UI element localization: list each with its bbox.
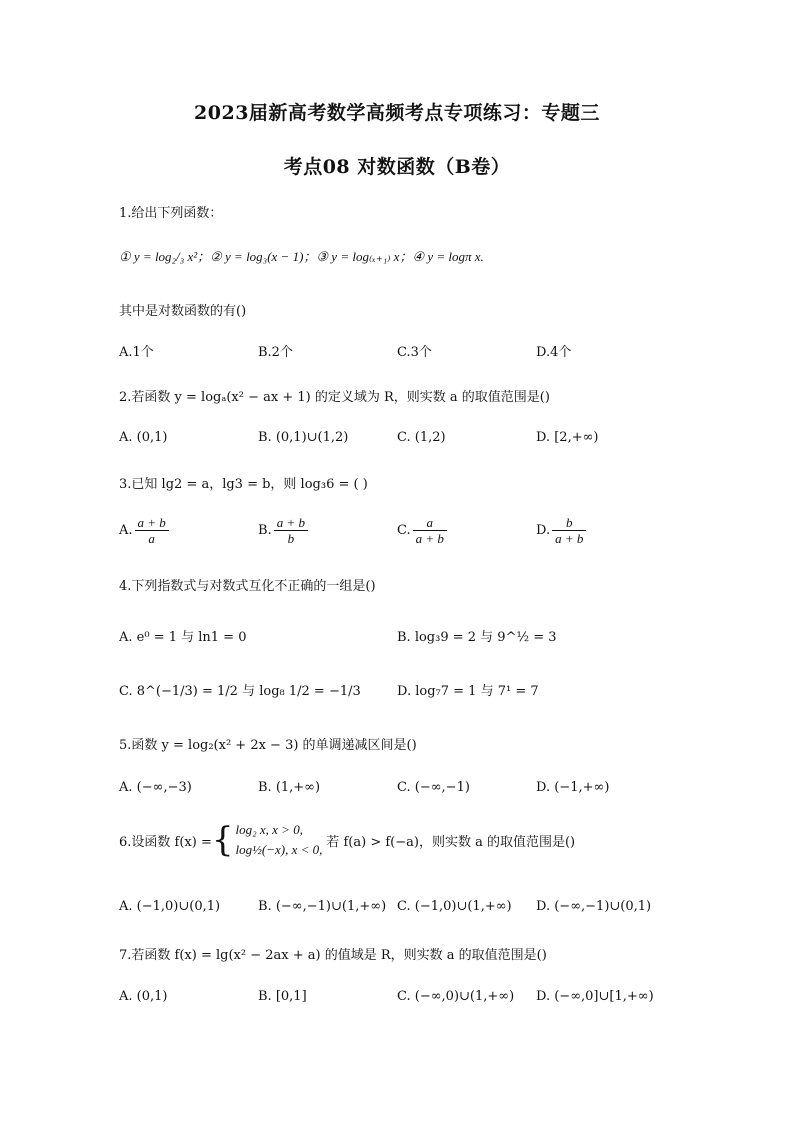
q3-option-b-label: B.	[258, 523, 272, 538]
q3-option-d-fraction: $\frac{b}{a + b}$	[552, 515, 586, 546]
q2-option-d: D. [2,+∞)	[536, 430, 599, 445]
q7-option-b: B. [0,1]	[258, 989, 307, 1004]
q6-stem	[119, 820, 575, 860]
q3-option-d-label: D.	[536, 523, 551, 538]
q5-option-a: A. (−∞,−3)	[119, 780, 192, 795]
q2-option-a: A. (0,1)	[119, 430, 168, 445]
q3-option-c	[397, 515, 449, 546]
q2-stem: 2.若函数 y = logₐ(x² − ax + 1) 的定义域为 R，则实数 a 的取值范围是()	[119, 390, 550, 405]
q4-option-d: D. log₇7 = 1 与 7¹ = 7	[397, 684, 539, 699]
q6-option-d: D. (−∞,−1)∪(0,1)	[536, 899, 652, 914]
q5-stem: 5.函数 y = log₂(x² + 2x − 3) 的单调递减区间是()	[119, 738, 417, 753]
q4-option-a: A. e⁰ = 1 与 ln1 = 0	[119, 630, 247, 645]
q1-option-a: A.1个	[119, 345, 154, 360]
q1-option-b: B.2个	[258, 345, 293, 360]
q4-stem: 4.下列指数式与对数式互化不正确的一组是()	[119, 579, 376, 594]
doc-title-line1: 2023届新高考数学高频考点专项练习：专题三	[194, 102, 600, 124]
q1-stem: 1.给出下列函数：	[119, 206, 223, 221]
q1-functions: ① y = log₂/₃ x²；② y = log₃(x − 1)；③ y = log₍ₓ₊₁₎ x；④ y = logπ x.	[119, 249, 484, 264]
q1-option-d: D.4个	[536, 345, 572, 360]
q3-option-b-fraction: $\frac{a + b}{b}$	[274, 515, 308, 546]
q6-option-b: B. (−∞,−1)∪(1,+∞)	[258, 899, 387, 914]
q3-option-c-label: C.	[397, 523, 411, 538]
q3-option-a	[119, 515, 171, 546]
q3-option-b	[258, 515, 310, 546]
q5-option-d: D. (−1,+∞)	[536, 780, 610, 795]
q4-option-b: B. log₃9 = 2 与 9^½ = 3	[397, 630, 557, 645]
q2-option-c: C. (1,2)	[397, 430, 446, 445]
q5-option-c: C. (−∞,−1)	[397, 780, 470, 795]
q6-stem-prefix: 6.设函数 f(x) =	[119, 834, 212, 850]
q7-option-d: D. (−∞,0]∪[1,+∞)	[536, 989, 654, 1004]
q3-option-a-label: A.	[119, 523, 133, 538]
q3-option-c-fraction: $\frac{a}{a + b}$	[413, 515, 447, 546]
q7-option-c: C. (−∞,0)∪(1,+∞)	[397, 989, 515, 1004]
q5-option-b: B. (1,+∞)	[258, 780, 321, 795]
q1-option-c: C.3个	[397, 345, 432, 360]
q3-option-a-fraction: $\frac{a + b}{a}$	[135, 515, 169, 546]
doc-title-line2: 考点08 对数函数（B卷）	[283, 156, 511, 178]
q3-option-d	[536, 515, 588, 546]
q2-option-b: B. (0,1)∪(1,2)	[258, 430, 349, 445]
q4-option-c: C. 8^(−1/3) = 1/2 与 log₈ 1/2 = −1/3	[119, 684, 361, 699]
q6-piecewise: log₂ x, x > 0, log½(−x), x < 0,	[235, 822, 323, 857]
q1-prompt: 其中是对数函数的有()	[119, 304, 247, 319]
q7-option-a: A. (0,1)	[119, 989, 168, 1004]
q6-stem-suffix: 若 f(a) > f(−a)，则实数 a 的取值范围是()	[326, 834, 576, 850]
q6-option-c: C. (−1,0)∪(1,+∞)	[397, 899, 512, 914]
q3-stem: 3.已知 lg2 = a，lg3 = b，则 log₃6 = ( )	[119, 477, 368, 492]
q6-option-a: A. (−1,0)∪(0,1)	[119, 899, 221, 914]
brace-icon: {	[211, 820, 234, 860]
q7-stem: 7.若函数 f(x) = lg(x² − 2ax + a) 的值域是 R，则实数 a 的取值范围是()	[119, 948, 547, 963]
